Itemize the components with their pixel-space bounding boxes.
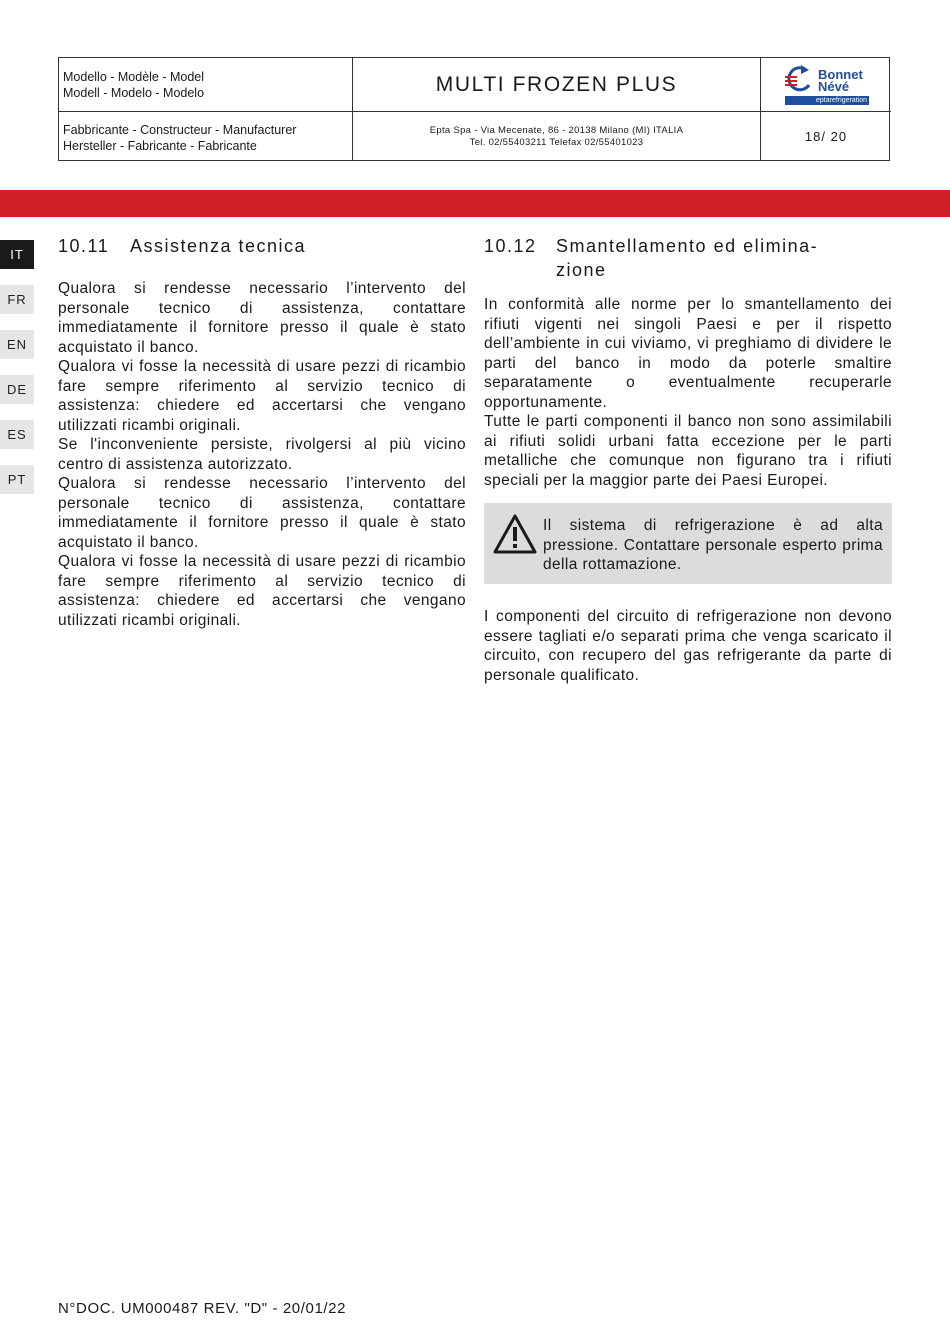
manufacturer-label-line1: Fabbricante - Constructeur - Manufacturer xyxy=(63,123,297,137)
manufacturer-address xyxy=(353,112,761,161)
section-body xyxy=(484,295,892,490)
section-smantellamento xyxy=(484,234,892,685)
document-header xyxy=(58,57,890,161)
warning-triangle-icon xyxy=(492,513,538,555)
manufacturer-label-line2: Hersteller - Fabricante - Fabricante xyxy=(63,139,257,153)
lang-tab-pt[interactable]: PT xyxy=(0,465,34,494)
bonnet-neve-logo xyxy=(783,65,871,107)
logo-emblem-icon xyxy=(783,65,817,95)
lang-tab-de[interactable]: DE xyxy=(0,375,34,404)
paragraph: Qualora si rendesse necessario l’intervento del personale tecnico di assistenza, contattare immediatamente il fornitore presso il quale è stato acquistato il banco. xyxy=(58,280,466,356)
section-title: Assistenza tecnica xyxy=(130,236,307,256)
brand-logo-cell xyxy=(761,58,891,112)
section-heading xyxy=(58,234,466,258)
logo-brand-line1: Bonnet xyxy=(818,67,863,82)
section-number: 10.12 xyxy=(484,236,537,256)
model-name: MULTI FROZEN PLUS xyxy=(353,58,761,112)
red-divider-band xyxy=(0,190,950,217)
page-number: 18/ 20 xyxy=(804,129,848,144)
section-title-line1: Smantellamento ed elimina- xyxy=(556,236,819,256)
paragraph: Qualora si rendesse necessario l’intervento del personale tecnico di assistenza, contattare immediatamente il fornitore presso il quale è stato acquistato il banco. xyxy=(58,475,466,551)
section-heading xyxy=(484,234,892,282)
warning-text: Il sistema di refrigerazione è ad alta pressione. Contattare personale esperto prima della rottamazione. xyxy=(543,517,883,573)
model-label-line1: Modello - Modèle - Model xyxy=(63,70,205,84)
address-line2: Tel. 02/55403211 Telefax 02/55401023 xyxy=(469,137,644,148)
logo-brand-line2: Névé xyxy=(818,79,850,94)
paragraph: In conformità alle norme per lo smantellamento dei rifiuti vigenti nei singoli Paesi e per il rispetto dell’ambiente in cui viviamo, vi preghiamo di dividere le parti del banco in modo da poterle smaltire separatamente o eventualmente recuperarle opportunamente. xyxy=(484,296,892,411)
logo-tagline: eptarefrigeration xyxy=(785,96,869,105)
model-label-line2: Modell - Modelo - Modelo xyxy=(63,86,205,100)
section-number: 10.11 xyxy=(58,236,110,256)
paragraph: Qualora vi fosse la necessità di usare pezzi di ricambio fare sempre riferimento al servizio tecnico di assistenza: chiedere ed accertarsi che vengano utilizzati ricambi originali. xyxy=(58,553,466,629)
section-body xyxy=(58,279,466,630)
lang-tab-en[interactable]: EN xyxy=(0,330,34,359)
paragraph: Qualora vi fosse la necessità di usare pezzi di ricambio fare sempre riferimento al servizio tecnico di assistenza: chiedere ed accertarsi che vengano utilizzati ricambi originali. xyxy=(58,358,466,434)
section-assistenza-tecnica xyxy=(58,234,466,630)
address-line1: Epta Spa - Via Mecenate, 86 - 20138 Milano (MI) ITALIA xyxy=(429,125,684,136)
model-label xyxy=(59,58,353,112)
warning-box xyxy=(484,503,892,584)
lang-tab-it[interactable]: IT xyxy=(0,240,34,269)
manufacturer-label xyxy=(59,112,353,161)
paragraph: Tutte le parti componenti il banco non sono assimilabili ai rifiuti solidi urbani fatta eccezione per le parti metalliche che comunque non figurano tra i rifiuti speciali per la maggior parte dei Paesi Europei. xyxy=(484,413,892,489)
document-reference: N°DOC. UM000487 REV. "D" - 20/01/22 xyxy=(58,1300,347,1317)
section-title-line2: zione xyxy=(556,260,607,280)
closing-paragraph: I componenti del circuito di refrigerazione non devono essere tagliati e/o separati prima che venga scaricato il circuito, con recupero del gas refrigerante da parte di personale qualificato. xyxy=(484,608,892,684)
paragraph: Se l'inconveniente persiste, rivolgersi al più vicino centro di assistenza autorizzato. xyxy=(58,436,466,473)
lang-tab-fr[interactable]: FR xyxy=(0,285,34,314)
lang-tab-es[interactable]: ES xyxy=(0,420,34,449)
